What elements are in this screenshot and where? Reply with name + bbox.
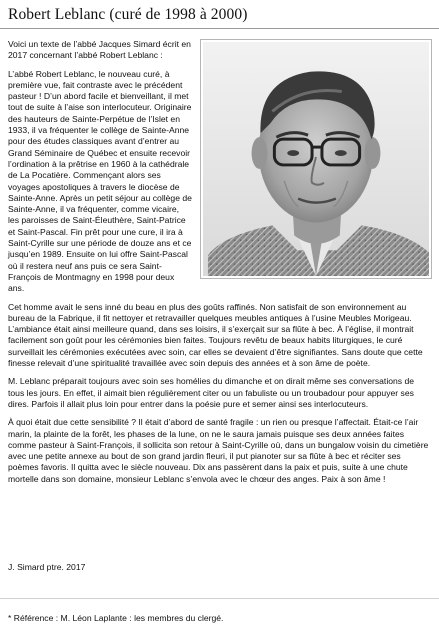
page-title: Robert Leblanc (curé de 1998 à 2000)	[8, 6, 248, 23]
intro-text: Voici un texte de l’abbé Jacques Simard écrit en 2017 concernant l’abbé Robert Leblanc :	[8, 39, 191, 61]
paragraph-4: À quoi était due cette sensibilité ? Il était d’abord de santé fragile : un rien ou presque l’affectait. Était-ce l’air marin, la plainte de la forêt, les phases de la lune, on ne le saura jamais puisque ses deux années faites comme pasteur à Saint-François, il sollicita son retour à Saint-Cyrille où, dans un bungalow voisin du cimetière avec une petite annexe au bout de son grand jardin fleuri, il put pianoter sur sa flûte à bec et réciter ses poèmes favoris. Il quitta avec le siècle nouveau. Dix ans passèrent dans la paix et puis, suite à une chute mortelle dans son domaine, monsieur Leblanc s’envola avec le chœur des anges. Paix à son âme !	[8, 417, 429, 484]
footer-divider	[0, 598, 439, 599]
signature: J. Simard ptre. 2017	[8, 562, 86, 572]
paragraph-2: Cet homme avait le sens inné du beau en plus des goûts raffinés. Non satisfait de son environnement au bureau de la Fabrique, il fit nettoyer et retravailler quelques meubles antiques à l’usine Meubles Morigeau. L’ambiance était ainsi meilleure quand, dans ses loisirs, il s’exerçait sur sa flûte à bec. À l’église, il montrait facilement son goût pour les cérémonies bien faites. Toujours revêtu de beaux habits liturgiques, le curé surveillait les cérémonies exécutées avec soin, car elles se devaient d’être signifiantes. Sans doute que cette finesse relevait d’une spiritualité travaillée avec soin depuis des années et à son âme de poète.	[8, 301, 423, 369]
paragraph-1: L’abbé Robert Leblanc, le nouveau curé, à première vue, fait contraste avec le précédent pasteur ! D’un abord facile et bienveillant, il met tout de suite à l’aise son interlocuteur. Originaire des hauteurs de Sainte-Perpétue de l’Islet en 1933, il va fréquenter le collège de Sainte-Anne pour des études classiques avant d’entrer au Grand Séminaire de Québec et ensuite recevoir l’ordination à la prêtrise en 1960 à la cathédrale de La Pocatière. Commençant alors ses voyages apostoliques à travers le diocèse de Sainte-Anne. Après un petit séjour au collège de Sainte-Anne, il va fréquenter, comme vicaire, les paroisses de Saint-Éleuthère, Saint-Patrice et Saint-Pascal. Fin prêt pour une cure, il ira à Saint-Cyrille sur une période de douze ans et ce jusqu’en 1989. Ensuite on lui offre Saint-Pascal où il restera neuf ans puis ce sera Saint-François de Montmagny en 1998 pour deux ans.	[8, 68, 192, 294]
paragraph-3: M. Leblanc préparait toujours avec soin ses homélies du dimanche et on dirait même ses conversations de tous les jours. En effet, il aimait bien régulièrement citer ou un fabuliste ou un troubadour pour appuyer ses dires. Parfois il allait plus loin pour entrer dans la poésie pure et semer ainsi ses interlocuteurs.	[8, 376, 415, 409]
reference-note: * Référence : M. Léon Laplante : les membres du clergé.	[8, 613, 224, 623]
intro-paragraph	[8, 39, 432, 62]
title-divider	[0, 28, 439, 29]
portrait-image	[203, 42, 429, 276]
article-body	[8, 39, 432, 492]
portrait-photo	[200, 39, 432, 279]
